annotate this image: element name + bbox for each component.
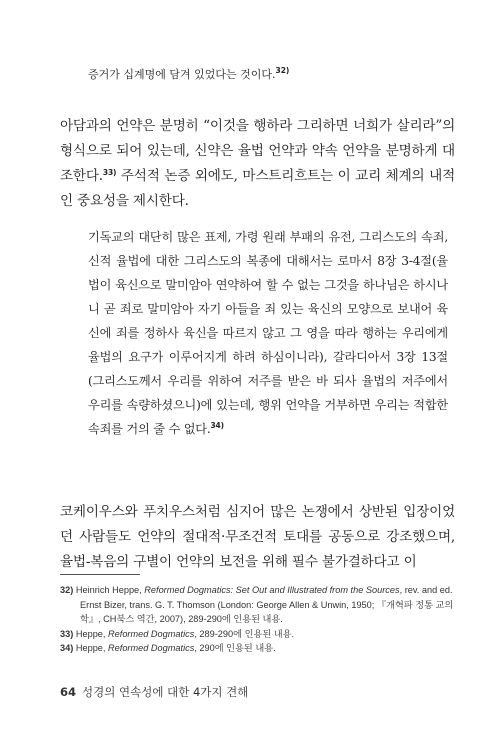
paragraph-text: 증거가 십계명에 담겨 있었다는 것이다.	[88, 68, 276, 81]
footnote-divider	[60, 574, 140, 575]
footnote-number: 34)	[60, 643, 74, 653]
footnote-number: 32)	[60, 585, 74, 595]
footnote-34	[60, 641, 460, 656]
footnote-book-title: Reformed Dogmatics	[108, 628, 195, 639]
paragraph-text: 코케이우스와 푸치우스처럼 심지어 많은 논쟁에서 상반된 입장이었던 사람들도 언약의 절대적·무조건적 토대를 공동으로 강조했으며, 율법-복음의 구별이 언약의 보전을 위해 필수 불가결하다고 이	[60, 504, 455, 570]
paragraph-text: 아담과의 언약은 분명히 “이것을 행하라 그리하면 너희가 살리라”의 형식으로 되어 있는데, 신약은 율법 언약과 약속 언약을 분명하게 대조한다.	[60, 118, 455, 184]
paragraph-continuation	[88, 65, 448, 85]
footnote-citation: , 290에 인용된 내용.	[194, 643, 276, 653]
quote-text: 기독교의 대단히 많은 표제, 가령 원래 부패의 유전, 그리스도의 속죄, 신적 율법에 대한 그리스도의 복종에 대해서는 로마서 8장 3-4절(율법이 육신으로 말미암아 연약하여 할 수 없는 그것을 하나님은 하시나니 곧 죄로 말미암아 자기 아들을 죄 있는 육신의 모양으로 보내어 육신에 죄를 정하사 육신을 따르지 않고 그 영을 따라 행하는 우리에게 율법의 요구가 이루어지게 하려 하심이니라), 갈라디아서 3장 13절(그리스도께서 우리를 위하여 저주를 받은 바 되사 율법의 저주에서 우리를 속량하셨으니)에 있는데, 행위 언약을 거부하면 우리는 적합한 속죄를 거의 줄 수 없다.	[88, 230, 448, 436]
footnote-citation: , 289-290에 인용된 내용.	[194, 628, 295, 639]
page-number: 64	[60, 685, 77, 699]
footnote-author: Heppe,	[73, 643, 109, 653]
running-title: 성경의 연속성에 대한 4가지 견해	[82, 685, 249, 699]
footnote-ref-34[interactable]: 34)	[210, 421, 224, 430]
footnote-book-title: Reformed Dogmatics	[108, 643, 195, 653]
footnotes	[60, 583, 460, 656]
paragraph-cocceius-voetius	[60, 500, 455, 575]
footnote-citation: , rev. and ed. Ernst Bizer, trans. G. T. Thomson (London: George Allen & Unwin, 1950; 『개혁파 정통 교의학』, CH북스 역간, 2007), 289-290에 인용된 내용.	[80, 585, 454, 624]
footnote-ref-32[interactable]: 32)	[275, 66, 290, 75]
footnote-author: Heppe,	[73, 628, 109, 639]
paragraph-adam-covenant	[60, 114, 455, 214]
block-quote	[88, 225, 448, 441]
footnote-number: 33)	[60, 628, 74, 639]
page-footer	[60, 684, 248, 700]
footnote-ref-33[interactable]: 33)	[102, 168, 117, 177]
footnote-author: Heinrich Heppe,	[73, 585, 145, 595]
footnote-book-title: Reformed Dogmatics: Set Out and Illustrated from the Sources	[144, 585, 400, 595]
footnote-32	[60, 583, 460, 627]
footnote-33	[60, 627, 460, 642]
paragraph-text: 주석적 논증 외에도, 마스트리흐트는 이 교리 체계의 내적인 중요성을 제시한다.	[60, 168, 455, 209]
